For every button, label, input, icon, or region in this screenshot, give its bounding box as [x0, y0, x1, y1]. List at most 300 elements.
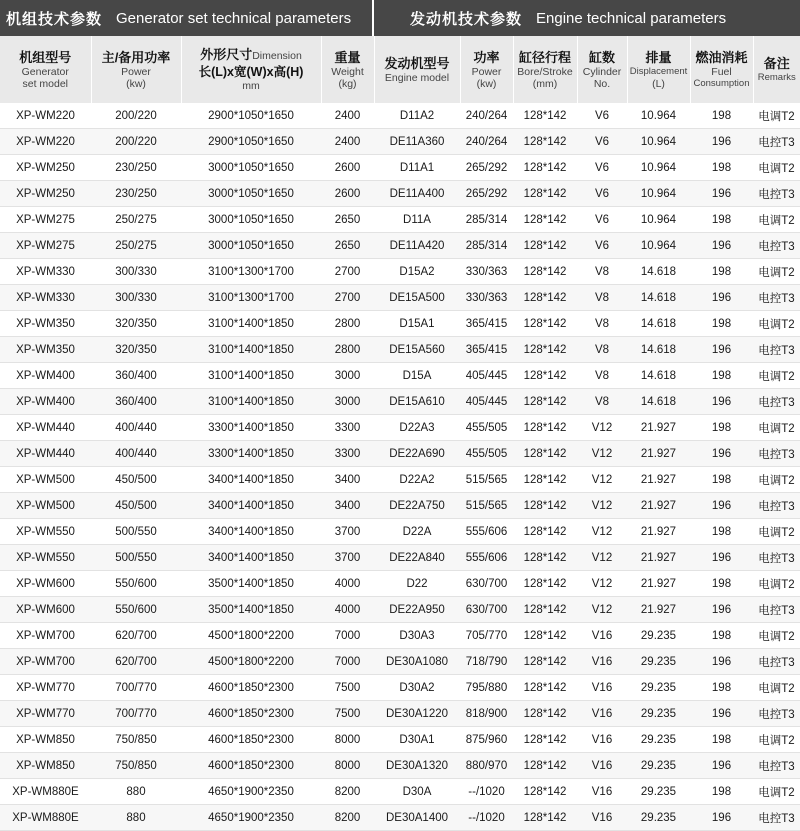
cell-remarks: 电控T3 [753, 181, 800, 207]
cell-fuel-consumption: 196 [690, 597, 753, 623]
cell-bore-stroke: 128*142 [513, 233, 577, 259]
table-row [0, 493, 800, 519]
cell-remarks: 电控T3 [753, 701, 800, 727]
cell-engine-model: DE22A840 [374, 545, 460, 571]
table-body [0, 103, 800, 831]
cell-remarks: 电调T2 [753, 467, 800, 493]
cell-power: 550/600 [91, 597, 181, 623]
cell-power: 700/770 [91, 701, 181, 727]
cell-power: 620/700 [91, 623, 181, 649]
cell-engine-power: 630/700 [460, 571, 513, 597]
cell-displacement: 10.964 [627, 155, 690, 181]
cell-power: 700/770 [91, 675, 181, 701]
cell-cylinders: V16 [577, 753, 627, 779]
cell-weight: 2800 [321, 311, 374, 337]
cell-engine-model: D30A2 [374, 675, 460, 701]
cell-dimension: 3400*1400*1850 [181, 519, 321, 545]
table-row [0, 441, 800, 467]
cell-remarks: 电调T2 [753, 779, 800, 805]
cell-cylinders: V16 [577, 675, 627, 701]
table-row [0, 337, 800, 363]
cell-remarks: 电调T2 [753, 311, 800, 337]
cell-dimension: 4600*1850*2300 [181, 753, 321, 779]
cell-cylinders: V16 [577, 649, 627, 675]
cell-weight: 3700 [321, 545, 374, 571]
cell-bore-stroke: 128*142 [513, 363, 577, 389]
cell-engine-model: D22A [374, 519, 460, 545]
cell-weight: 2800 [321, 337, 374, 363]
cell-remarks: 电调T2 [753, 727, 800, 753]
col-header-model: 机组型号 Generator set model [0, 36, 91, 103]
cell-power: 360/400 [91, 389, 181, 415]
cell-power: 550/600 [91, 571, 181, 597]
cell-engine-power: 285/314 [460, 207, 513, 233]
cell-engine-power: 265/292 [460, 155, 513, 181]
cell-fuel-consumption: 198 [690, 311, 753, 337]
cell-engine-model: D11A [374, 207, 460, 233]
cell-engine-power: 705/770 [460, 623, 513, 649]
cell-cylinders: V16 [577, 727, 627, 753]
cell-engine-model: D22A3 [374, 415, 460, 441]
cell-bore-stroke: 128*142 [513, 103, 577, 129]
cell-fuel-consumption: 196 [690, 545, 753, 571]
cell-power: 450/500 [91, 467, 181, 493]
table-row [0, 649, 800, 675]
cell-dimension: 3100*1400*1850 [181, 389, 321, 415]
col-header-cylinders: 缸数 Cylinder No. [577, 36, 627, 103]
cell-weight: 7000 [321, 649, 374, 675]
cell-power: 300/330 [91, 285, 181, 311]
cell-bore-stroke: 128*142 [513, 623, 577, 649]
cell-power: 250/275 [91, 207, 181, 233]
cell-power: 880 [91, 805, 181, 831]
cell-displacement: 10.964 [627, 207, 690, 233]
cell-bore-stroke: 128*142 [513, 675, 577, 701]
cell-fuel-consumption: 196 [690, 805, 753, 831]
cell-dimension: 3400*1400*1850 [181, 545, 321, 571]
cell-remarks: 电控T3 [753, 441, 800, 467]
table-row [0, 233, 800, 259]
cell-bore-stroke: 128*142 [513, 753, 577, 779]
cell-fuel-consumption: 196 [690, 337, 753, 363]
cell-dimension: 4600*1850*2300 [181, 675, 321, 701]
cell-engine-power: 515/565 [460, 493, 513, 519]
cell-cylinders: V12 [577, 441, 627, 467]
cell-fuel-consumption: 198 [690, 623, 753, 649]
cell-cylinders: V12 [577, 467, 627, 493]
cell-power: 500/550 [91, 545, 181, 571]
cell-dimension: 4600*1850*2300 [181, 701, 321, 727]
table-row [0, 545, 800, 571]
cell-engine-power: 265/292 [460, 181, 513, 207]
cell-remarks: 电调T2 [753, 363, 800, 389]
cell-cylinders: V8 [577, 311, 627, 337]
cell-remarks: 电调T2 [753, 259, 800, 285]
cell-engine-model: DE15A500 [374, 285, 460, 311]
table-row [0, 363, 800, 389]
table-row [0, 779, 800, 805]
cell-cylinders: V6 [577, 129, 627, 155]
cell-generator-model: XP-WM440 [0, 441, 91, 467]
cell-bore-stroke: 128*142 [513, 779, 577, 805]
cell-weight: 3000 [321, 363, 374, 389]
cell-engine-power: 515/565 [460, 467, 513, 493]
cell-engine-power: 555/606 [460, 519, 513, 545]
cell-remarks: 电控T3 [753, 805, 800, 831]
table-row [0, 753, 800, 779]
cell-bore-stroke: 128*142 [513, 259, 577, 285]
cell-cylinders: V16 [577, 623, 627, 649]
cell-bore-stroke: 128*142 [513, 727, 577, 753]
cell-cylinders: V8 [577, 285, 627, 311]
cell-power: 400/440 [91, 415, 181, 441]
cell-fuel-consumption: 196 [690, 441, 753, 467]
cell-displacement: 21.927 [627, 545, 690, 571]
cell-displacement: 14.618 [627, 363, 690, 389]
cell-remarks: 电控T3 [753, 493, 800, 519]
col-header-remarks: 备注 Remarks [753, 36, 800, 103]
cell-engine-model: D15A1 [374, 311, 460, 337]
cell-dimension: 3100*1300*1700 [181, 285, 321, 311]
cell-remarks: 电调T2 [753, 207, 800, 233]
cell-remarks: 电控T3 [753, 389, 800, 415]
cell-engine-power: 455/505 [460, 441, 513, 467]
cell-dimension: 3000*1050*1650 [181, 207, 321, 233]
cell-cylinders: V6 [577, 155, 627, 181]
cell-displacement: 29.235 [627, 753, 690, 779]
table-row [0, 259, 800, 285]
cell-dimension: 4600*1850*2300 [181, 727, 321, 753]
cell-weight: 2650 [321, 233, 374, 259]
cell-cylinders: V16 [577, 805, 627, 831]
cell-fuel-consumption: 198 [690, 519, 753, 545]
cell-fuel-consumption: 198 [690, 415, 753, 441]
cell-engine-model: DE22A750 [374, 493, 460, 519]
cell-engine-model: D15A2 [374, 259, 460, 285]
cell-cylinders: V12 [577, 415, 627, 441]
cell-displacement: 21.927 [627, 467, 690, 493]
cell-dimension: 4650*1900*2350 [181, 779, 321, 805]
cell-fuel-consumption: 196 [690, 129, 753, 155]
table-row [0, 623, 800, 649]
cell-engine-power: --/1020 [460, 779, 513, 805]
cell-remarks: 电调T2 [753, 623, 800, 649]
cell-weight: 3000 [321, 389, 374, 415]
cell-engine-power: 405/445 [460, 363, 513, 389]
cell-engine-model: DE15A610 [374, 389, 460, 415]
cell-weight: 2700 [321, 259, 374, 285]
cell-engine-model: DE11A360 [374, 129, 460, 155]
col-header-weight: 重量 Weight (kg) [321, 36, 374, 103]
cell-bore-stroke: 128*142 [513, 155, 577, 181]
cell-displacement: 21.927 [627, 519, 690, 545]
cell-dimension: 3300*1400*1850 [181, 441, 321, 467]
cell-fuel-consumption: 198 [690, 571, 753, 597]
cell-bore-stroke: 128*142 [513, 649, 577, 675]
cell-generator-model: XP-WM400 [0, 363, 91, 389]
cell-cylinders: V6 [577, 103, 627, 129]
cell-engine-power: 285/314 [460, 233, 513, 259]
table-row [0, 571, 800, 597]
cell-engine-power: 330/363 [460, 259, 513, 285]
cell-generator-model: XP-WM330 [0, 285, 91, 311]
cell-remarks: 电调T2 [753, 155, 800, 181]
cell-generator-model: XP-WM880E [0, 805, 91, 831]
cell-engine-power: 818/900 [460, 701, 513, 727]
cell-weight: 2600 [321, 181, 374, 207]
cell-displacement: 21.927 [627, 415, 690, 441]
cell-engine-power: 365/415 [460, 311, 513, 337]
cell-generator-model: XP-WM440 [0, 415, 91, 441]
cell-displacement: 10.964 [627, 129, 690, 155]
cell-cylinders: V6 [577, 181, 627, 207]
cell-dimension: 2900*1050*1650 [181, 129, 321, 155]
cell-bore-stroke: 128*142 [513, 597, 577, 623]
cell-weight: 7500 [321, 701, 374, 727]
cell-remarks: 电控T3 [753, 597, 800, 623]
cell-cylinders: V12 [577, 519, 627, 545]
cell-dimension: 3400*1400*1850 [181, 467, 321, 493]
cell-engine-power: 555/606 [460, 545, 513, 571]
table-row [0, 467, 800, 493]
cell-dimension: 4500*1800*2200 [181, 649, 321, 675]
cell-power: 250/275 [91, 233, 181, 259]
cell-generator-model: XP-WM550 [0, 545, 91, 571]
cell-engine-power: 718/790 [460, 649, 513, 675]
cell-cylinders: V6 [577, 207, 627, 233]
cell-weight: 8000 [321, 727, 374, 753]
cell-weight: 4000 [321, 597, 374, 623]
generator-title-en: Generator set technical parameters [116, 9, 352, 27]
cell-fuel-consumption: 198 [690, 675, 753, 701]
table-row [0, 155, 800, 181]
cell-remarks: 电调T2 [753, 519, 800, 545]
cell-engine-model: D15A [374, 363, 460, 389]
cell-engine-model: D22 [374, 571, 460, 597]
cell-engine-model: DE22A690 [374, 441, 460, 467]
cell-power: 360/400 [91, 363, 181, 389]
cell-weight: 2650 [321, 207, 374, 233]
cell-fuel-consumption: 196 [690, 233, 753, 259]
cell-dimension: 4500*1800*2200 [181, 623, 321, 649]
cell-power: 230/250 [91, 155, 181, 181]
engine-title-en: Engine technical parameters [536, 9, 727, 27]
table-row [0, 181, 800, 207]
cell-engine-model: DE30A1320 [374, 753, 460, 779]
cell-remarks: 电控T3 [753, 545, 800, 571]
cell-generator-model: XP-WM880E [0, 779, 91, 805]
generator-title-cn: 机组技术参数 [6, 10, 103, 28]
generator-section-title [0, 0, 374, 36]
cell-engine-power: 405/445 [460, 389, 513, 415]
cell-fuel-consumption: 198 [690, 727, 753, 753]
cell-remarks: 电控T3 [753, 285, 800, 311]
cell-cylinders: V12 [577, 493, 627, 519]
cell-generator-model: XP-WM600 [0, 571, 91, 597]
cell-generator-model: XP-WM600 [0, 597, 91, 623]
cell-engine-power: 630/700 [460, 597, 513, 623]
cell-displacement: 14.618 [627, 389, 690, 415]
cell-bore-stroke: 128*142 [513, 311, 577, 337]
table-header-row [0, 36, 800, 103]
cell-bore-stroke: 128*142 [513, 519, 577, 545]
cell-weight: 3400 [321, 467, 374, 493]
cell-fuel-consumption: 196 [690, 389, 753, 415]
col-header-engine-power: 功率 Power (kw) [460, 36, 513, 103]
cell-fuel-consumption: 198 [690, 363, 753, 389]
cell-weight: 2400 [321, 103, 374, 129]
cell-bore-stroke: 128*142 [513, 545, 577, 571]
cell-displacement: 21.927 [627, 597, 690, 623]
table-row [0, 727, 800, 753]
cell-engine-model: DE11A420 [374, 233, 460, 259]
cell-engine-power: 875/960 [460, 727, 513, 753]
cell-generator-model: XP-WM250 [0, 181, 91, 207]
cell-bore-stroke: 128*142 [513, 441, 577, 467]
cell-weight: 8200 [321, 805, 374, 831]
cell-generator-model: XP-WM350 [0, 311, 91, 337]
cell-remarks: 电调T2 [753, 675, 800, 701]
cell-displacement: 29.235 [627, 727, 690, 753]
cell-bore-stroke: 128*142 [513, 207, 577, 233]
table-row [0, 311, 800, 337]
cell-engine-power: 795/880 [460, 675, 513, 701]
cell-power: 230/250 [91, 181, 181, 207]
table-row [0, 415, 800, 441]
cell-cylinders: V16 [577, 779, 627, 805]
cell-fuel-consumption: 196 [690, 753, 753, 779]
cell-engine-power: 240/264 [460, 129, 513, 155]
cell-weight: 4000 [321, 571, 374, 597]
cell-engine-model: D22A2 [374, 467, 460, 493]
cell-displacement: 10.964 [627, 233, 690, 259]
cell-bore-stroke: 128*142 [513, 337, 577, 363]
cell-weight: 2600 [321, 155, 374, 181]
col-header-power: 主/备用功率 Power (kw) [91, 36, 181, 103]
cell-generator-model: XP-WM700 [0, 649, 91, 675]
cell-remarks: 电调T2 [753, 571, 800, 597]
cell-power: 320/350 [91, 337, 181, 363]
cell-bore-stroke: 128*142 [513, 493, 577, 519]
table-row [0, 805, 800, 831]
cell-cylinders: V8 [577, 363, 627, 389]
cell-dimension: 3000*1050*1650 [181, 155, 321, 181]
col-header-bore-stroke: 缸径行程 Bore/Stroke (mm) [513, 36, 577, 103]
table-row [0, 597, 800, 623]
cell-generator-model: XP-WM250 [0, 155, 91, 181]
cell-fuel-consumption: 198 [690, 259, 753, 285]
cell-power: 750/850 [91, 753, 181, 779]
cell-displacement: 14.618 [627, 337, 690, 363]
cell-engine-power: 240/264 [460, 103, 513, 129]
cell-engine-model: D11A2 [374, 103, 460, 129]
cell-bore-stroke: 128*142 [513, 285, 577, 311]
cell-weight: 3300 [321, 415, 374, 441]
cell-generator-model: XP-WM850 [0, 753, 91, 779]
cell-bore-stroke: 128*142 [513, 701, 577, 727]
table-row [0, 103, 800, 129]
cell-engine-model: DE11A400 [374, 181, 460, 207]
cell-power: 450/500 [91, 493, 181, 519]
table-row [0, 675, 800, 701]
cell-power: 620/700 [91, 649, 181, 675]
cell-generator-model: XP-WM550 [0, 519, 91, 545]
cell-engine-power: --/1020 [460, 805, 513, 831]
cell-cylinders: V12 [577, 545, 627, 571]
cell-generator-model: XP-WM500 [0, 493, 91, 519]
cell-remarks: 电控T3 [753, 753, 800, 779]
cell-engine-model: D11A1 [374, 155, 460, 181]
cell-power: 880 [91, 779, 181, 805]
cell-weight: 8000 [321, 753, 374, 779]
cell-remarks: 电调T2 [753, 415, 800, 441]
cell-remarks: 电调T2 [753, 103, 800, 129]
cell-dimension: 3400*1400*1850 [181, 493, 321, 519]
engine-section-title [374, 0, 800, 36]
cell-generator-model: XP-WM350 [0, 337, 91, 363]
cell-weight: 3300 [321, 441, 374, 467]
cell-generator-model: XP-WM770 [0, 701, 91, 727]
cell-engine-model: D30A3 [374, 623, 460, 649]
cell-dimension: 3100*1300*1700 [181, 259, 321, 285]
cell-engine-power: 880/970 [460, 753, 513, 779]
cell-weight: 7000 [321, 623, 374, 649]
cell-power: 200/220 [91, 129, 181, 155]
cell-dimension: 3100*1400*1850 [181, 311, 321, 337]
cell-dimension: 3000*1050*1650 [181, 181, 321, 207]
cell-displacement: 21.927 [627, 441, 690, 467]
cell-displacement: 29.235 [627, 675, 690, 701]
cell-dimension: 2900*1050*1650 [181, 103, 321, 129]
cell-power: 320/350 [91, 311, 181, 337]
cell-dimension: 3500*1400*1850 [181, 597, 321, 623]
cell-dimension: 4650*1900*2350 [181, 805, 321, 831]
cell-displacement: 29.235 [627, 649, 690, 675]
col-header-fuel-consumption: 燃油消耗 Fuel Consumption [690, 36, 753, 103]
cell-weight: 7500 [321, 675, 374, 701]
cell-power: 200/220 [91, 103, 181, 129]
cell-fuel-consumption: 198 [690, 779, 753, 805]
cell-cylinders: V12 [577, 571, 627, 597]
cell-cylinders: V6 [577, 233, 627, 259]
cell-displacement: 14.618 [627, 285, 690, 311]
cell-generator-model: XP-WM850 [0, 727, 91, 753]
cell-dimension: 3100*1400*1850 [181, 337, 321, 363]
title-bar [0, 0, 800, 36]
cell-fuel-consumption: 196 [690, 285, 753, 311]
cell-cylinders: V8 [577, 337, 627, 363]
cell-dimension: 3500*1400*1850 [181, 571, 321, 597]
cell-generator-model: XP-WM275 [0, 207, 91, 233]
cell-cylinders: V8 [577, 259, 627, 285]
cell-engine-power: 330/363 [460, 285, 513, 311]
cell-engine-model: DE30A1080 [374, 649, 460, 675]
cell-power: 750/850 [91, 727, 181, 753]
cell-engine-model: DE30A1220 [374, 701, 460, 727]
cell-cylinders: V16 [577, 701, 627, 727]
cell-displacement: 10.964 [627, 181, 690, 207]
spec-table [0, 36, 800, 831]
cell-displacement: 29.235 [627, 779, 690, 805]
cell-displacement: 29.235 [627, 701, 690, 727]
cell-weight: 3700 [321, 519, 374, 545]
cell-power: 400/440 [91, 441, 181, 467]
cell-engine-power: 455/505 [460, 415, 513, 441]
col-header-displacement: 排量 Displacement (L) [627, 36, 690, 103]
engine-title-cn: 发动机技术参数 [410, 10, 523, 28]
table-row [0, 701, 800, 727]
table-row [0, 389, 800, 415]
